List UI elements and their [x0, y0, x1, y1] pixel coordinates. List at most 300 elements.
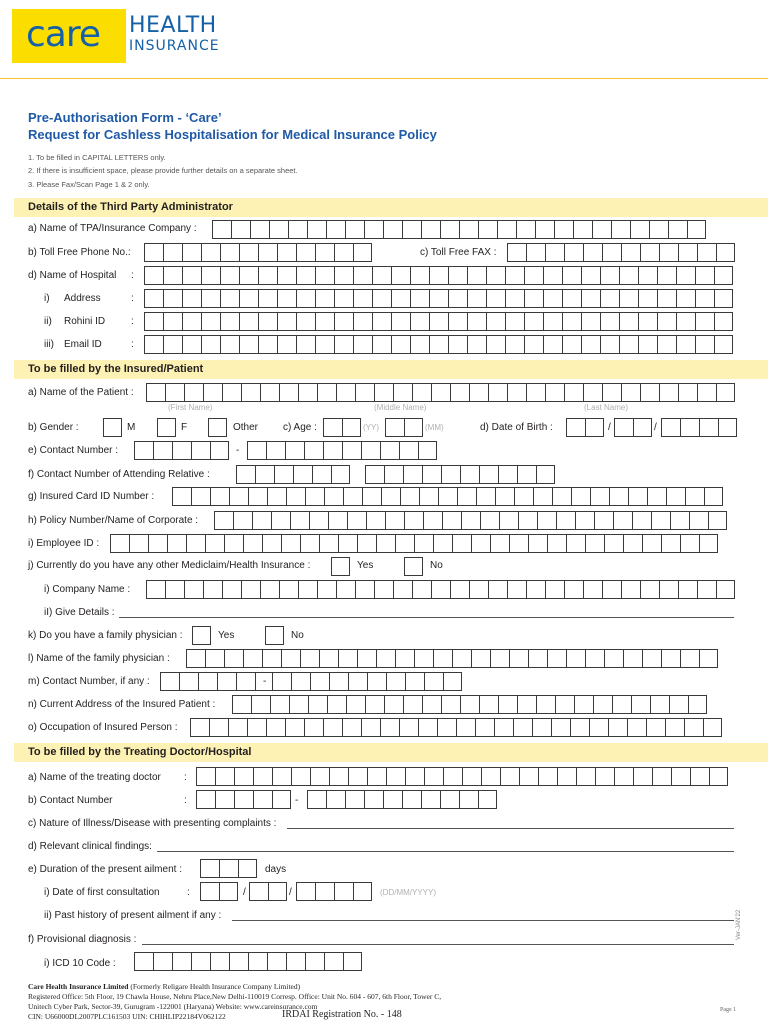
char-box[interactable]	[272, 672, 291, 691]
char-box[interactable]	[334, 312, 353, 331]
char-box[interactable]	[612, 695, 631, 714]
char-box[interactable]	[676, 266, 695, 285]
char-box[interactable]	[410, 266, 429, 285]
char-box[interactable]	[649, 220, 668, 239]
char-box[interactable]	[163, 266, 182, 285]
char-box[interactable]	[400, 487, 419, 506]
char-box[interactable]	[627, 718, 646, 737]
char-box[interactable]	[153, 952, 172, 971]
char-box[interactable]	[602, 243, 621, 262]
char-box[interactable]	[414, 534, 433, 553]
char-box[interactable]	[285, 718, 304, 737]
checkbox-physician-yes[interactable]	[192, 626, 211, 645]
char-box[interactable]	[708, 511, 727, 530]
char-box[interactable]	[495, 487, 514, 506]
char-box[interactable]	[381, 487, 400, 506]
char-box[interactable]	[219, 882, 238, 901]
char-box[interactable]	[589, 718, 608, 737]
char-box[interactable]	[429, 266, 448, 285]
char-box[interactable]	[519, 767, 538, 786]
char-box[interactable]	[431, 383, 450, 402]
checkbox-gender-male[interactable]	[103, 418, 122, 437]
input-occupation[interactable]	[190, 718, 722, 737]
char-box[interactable]	[467, 289, 486, 308]
char-box[interactable]	[365, 465, 384, 484]
char-box[interactable]	[258, 289, 277, 308]
input-company-name[interactable]	[146, 580, 735, 599]
char-box[interactable]	[471, 649, 490, 668]
char-box[interactable]	[391, 289, 410, 308]
char-box[interactable]	[498, 695, 517, 714]
char-box[interactable]	[564, 383, 583, 402]
char-box[interactable]	[353, 882, 372, 901]
char-box[interactable]	[695, 312, 714, 331]
char-box[interactable]	[545, 383, 564, 402]
char-box[interactable]	[499, 511, 518, 530]
char-box[interactable]	[248, 952, 267, 971]
char-box[interactable]	[160, 672, 179, 691]
char-box[interactable]	[182, 335, 201, 354]
char-box[interactable]	[543, 266, 562, 285]
char-box[interactable]	[595, 767, 614, 786]
char-box[interactable]	[336, 383, 355, 402]
char-box[interactable]	[604, 534, 623, 553]
char-box[interactable]	[478, 220, 497, 239]
char-box[interactable]	[547, 649, 566, 668]
char-box[interactable]	[395, 649, 414, 668]
char-box[interactable]	[690, 767, 709, 786]
char-box[interactable]	[239, 266, 258, 285]
char-box[interactable]	[699, 418, 718, 437]
char-box[interactable]	[262, 649, 281, 668]
char-box[interactable]	[296, 312, 315, 331]
char-box[interactable]	[631, 695, 650, 714]
char-box[interactable]	[507, 383, 526, 402]
char-box[interactable]	[258, 312, 277, 331]
char-box[interactable]	[414, 649, 433, 668]
char-box[interactable]	[716, 383, 735, 402]
char-box[interactable]	[334, 289, 353, 308]
char-box[interactable]	[308, 695, 327, 714]
char-box[interactable]	[353, 289, 372, 308]
char-box[interactable]	[250, 220, 269, 239]
input-address[interactable]	[144, 289, 733, 308]
char-box[interactable]	[182, 266, 201, 285]
char-box[interactable]	[364, 220, 383, 239]
char-box[interactable]	[651, 511, 670, 530]
char-box[interactable]	[367, 767, 386, 786]
char-box[interactable]	[334, 266, 353, 285]
char-box[interactable]	[410, 289, 429, 308]
char-box[interactable]	[410, 335, 429, 354]
input-dob-day[interactable]	[566, 418, 604, 437]
char-box[interactable]	[201, 335, 220, 354]
input-physician-std[interactable]	[160, 672, 274, 691]
char-box[interactable]	[353, 335, 372, 354]
char-box[interactable]	[258, 335, 277, 354]
char-box[interactable]	[361, 718, 380, 737]
char-box[interactable]	[165, 580, 184, 599]
char-box[interactable]	[239, 243, 258, 262]
char-box[interactable]	[555, 695, 574, 714]
char-box[interactable]	[646, 718, 665, 737]
char-box[interactable]	[583, 580, 602, 599]
char-box[interactable]	[182, 312, 201, 331]
char-box[interactable]	[395, 534, 414, 553]
char-box[interactable]	[640, 580, 659, 599]
char-box[interactable]	[562, 335, 581, 354]
input-contact-std[interactable]	[134, 441, 229, 460]
char-box[interactable]	[600, 289, 619, 308]
char-box[interactable]	[469, 383, 488, 402]
char-box[interactable]	[718, 418, 737, 437]
char-box[interactable]	[191, 487, 210, 506]
char-box[interactable]	[222, 580, 241, 599]
char-box[interactable]	[391, 266, 410, 285]
char-box[interactable]	[403, 695, 422, 714]
char-box[interactable]	[347, 511, 366, 530]
char-box[interactable]	[355, 580, 374, 599]
char-box[interactable]	[205, 534, 224, 553]
char-box[interactable]	[336, 580, 355, 599]
char-box[interactable]	[486, 335, 505, 354]
char-box[interactable]	[543, 289, 562, 308]
char-box[interactable]	[296, 289, 315, 308]
char-box[interactable]	[362, 487, 381, 506]
char-box[interactable]	[399, 441, 418, 460]
char-box[interactable]	[217, 672, 236, 691]
input-consultation-month[interactable]	[249, 882, 287, 901]
char-box[interactable]	[214, 511, 233, 530]
char-box[interactable]	[497, 220, 516, 239]
char-box[interactable]	[144, 266, 163, 285]
char-box[interactable]	[418, 718, 437, 737]
char-box[interactable]	[357, 649, 376, 668]
char-box[interactable]	[334, 335, 353, 354]
char-box[interactable]	[255, 465, 274, 484]
char-box[interactable]	[564, 243, 583, 262]
char-box[interactable]	[324, 952, 343, 971]
char-box[interactable]	[450, 580, 469, 599]
char-box[interactable]	[129, 534, 148, 553]
char-box[interactable]	[220, 266, 239, 285]
char-box[interactable]	[647, 487, 666, 506]
char-box[interactable]	[609, 487, 628, 506]
char-box[interactable]	[518, 511, 537, 530]
char-box[interactable]	[286, 952, 305, 971]
char-box[interactable]	[459, 220, 478, 239]
input-nature-of-illness[interactable]	[287, 828, 734, 829]
char-box[interactable]	[676, 289, 695, 308]
char-box[interactable]	[391, 335, 410, 354]
char-box[interactable]	[266, 441, 285, 460]
char-box[interactable]	[329, 672, 348, 691]
char-box[interactable]	[203, 383, 222, 402]
char-box[interactable]	[315, 243, 334, 262]
char-box[interactable]	[201, 243, 220, 262]
char-box[interactable]	[448, 312, 467, 331]
char-box[interactable]	[671, 767, 690, 786]
char-box[interactable]	[346, 695, 365, 714]
char-box[interactable]	[566, 534, 585, 553]
char-box[interactable]	[219, 859, 238, 878]
char-box[interactable]	[203, 580, 222, 599]
char-box[interactable]	[575, 511, 594, 530]
char-box[interactable]	[198, 672, 217, 691]
char-box[interactable]	[304, 718, 323, 737]
char-box[interactable]	[281, 534, 300, 553]
char-box[interactable]	[650, 695, 669, 714]
char-box[interactable]	[526, 243, 545, 262]
char-box[interactable]	[247, 441, 266, 460]
char-box[interactable]	[632, 511, 651, 530]
char-box[interactable]	[201, 289, 220, 308]
char-box[interactable]	[602, 383, 621, 402]
char-box[interactable]	[319, 534, 338, 553]
char-box[interactable]	[315, 289, 334, 308]
char-box[interactable]	[144, 289, 163, 308]
char-box[interactable]	[516, 220, 535, 239]
char-box[interactable]	[243, 649, 262, 668]
char-box[interactable]	[224, 649, 243, 668]
char-box[interactable]	[191, 952, 210, 971]
input-relative-number[interactable]	[365, 465, 555, 484]
char-box[interactable]	[365, 695, 384, 714]
char-box[interactable]	[697, 243, 716, 262]
char-box[interactable]	[459, 790, 478, 809]
char-box[interactable]	[498, 465, 517, 484]
char-box[interactable]	[241, 580, 260, 599]
char-box[interactable]	[419, 487, 438, 506]
char-box[interactable]	[402, 220, 421, 239]
char-box[interactable]	[228, 718, 247, 737]
char-box[interactable]	[517, 465, 536, 484]
char-box[interactable]	[239, 335, 258, 354]
char-box[interactable]	[556, 511, 575, 530]
char-box[interactable]	[196, 790, 215, 809]
char-box[interactable]	[146, 383, 165, 402]
char-box[interactable]	[621, 383, 640, 402]
char-box[interactable]	[163, 243, 182, 262]
char-box[interactable]	[224, 534, 243, 553]
char-box[interactable]	[462, 767, 481, 786]
char-box[interactable]	[659, 243, 678, 262]
char-box[interactable]	[269, 220, 288, 239]
char-box[interactable]	[277, 289, 296, 308]
char-box[interactable]	[562, 266, 581, 285]
char-box[interactable]	[172, 487, 191, 506]
char-box[interactable]	[535, 220, 554, 239]
input-ailment-duration[interactable]	[200, 859, 257, 878]
char-box[interactable]	[642, 534, 661, 553]
char-box[interactable]	[623, 534, 642, 553]
char-box[interactable]	[659, 580, 678, 599]
input-card-id[interactable]	[172, 487, 723, 506]
char-box[interactable]	[272, 767, 291, 786]
char-box[interactable]	[714, 266, 733, 285]
char-box[interactable]	[457, 487, 476, 506]
char-box[interactable]	[393, 580, 412, 599]
char-box[interactable]	[348, 672, 367, 691]
char-box[interactable]	[403, 465, 422, 484]
char-box[interactable]	[229, 952, 248, 971]
char-box[interactable]	[564, 580, 583, 599]
char-box[interactable]	[443, 767, 462, 786]
char-box[interactable]	[500, 767, 519, 786]
char-box[interactable]	[537, 511, 556, 530]
char-box[interactable]	[685, 487, 704, 506]
char-box[interactable]	[327, 695, 346, 714]
char-box[interactable]	[638, 289, 657, 308]
char-box[interactable]	[148, 534, 167, 553]
char-box[interactable]	[418, 441, 437, 460]
char-box[interactable]	[393, 383, 412, 402]
char-box[interactable]	[433, 534, 452, 553]
char-box[interactable]	[293, 465, 312, 484]
char-box[interactable]	[630, 220, 649, 239]
char-box[interactable]	[376, 649, 395, 668]
char-box[interactable]	[372, 312, 391, 331]
char-box[interactable]	[385, 511, 404, 530]
char-box[interactable]	[241, 383, 260, 402]
char-box[interactable]	[547, 534, 566, 553]
char-box[interactable]	[380, 718, 399, 737]
char-box[interactable]	[172, 952, 191, 971]
char-box[interactable]	[205, 649, 224, 668]
char-box[interactable]	[236, 465, 255, 484]
char-box[interactable]	[372, 289, 391, 308]
char-box[interactable]	[298, 383, 317, 402]
char-box[interactable]	[328, 511, 347, 530]
char-box[interactable]	[326, 790, 345, 809]
char-box[interactable]	[296, 882, 315, 901]
char-box[interactable]	[315, 335, 334, 354]
input-rohini-id[interactable]	[144, 312, 733, 331]
char-box[interactable]	[695, 266, 714, 285]
input-contact-number[interactable]	[247, 441, 437, 460]
char-box[interactable]	[628, 487, 647, 506]
char-box[interactable]	[593, 695, 612, 714]
input-icd-code[interactable]	[134, 952, 362, 971]
char-box[interactable]	[638, 312, 657, 331]
char-box[interactable]	[279, 383, 298, 402]
char-box[interactable]	[163, 335, 182, 354]
char-box[interactable]	[277, 312, 296, 331]
char-box[interactable]	[536, 465, 555, 484]
char-box[interactable]	[309, 511, 328, 530]
char-box[interactable]	[200, 859, 219, 878]
char-box[interactable]	[678, 580, 697, 599]
char-box[interactable]	[384, 695, 403, 714]
char-box[interactable]	[266, 718, 285, 737]
char-box[interactable]	[421, 790, 440, 809]
char-box[interactable]	[343, 487, 362, 506]
char-box[interactable]	[300, 534, 319, 553]
char-box[interactable]	[338, 649, 357, 668]
char-box[interactable]	[581, 266, 600, 285]
char-box[interactable]	[566, 418, 585, 437]
input-doctor-number[interactable]	[307, 790, 497, 809]
char-box[interactable]	[699, 649, 718, 668]
input-consultation-day[interactable]	[200, 882, 238, 901]
char-box[interactable]	[552, 487, 571, 506]
char-box[interactable]	[676, 312, 695, 331]
char-box[interactable]	[638, 335, 657, 354]
char-box[interactable]	[538, 767, 557, 786]
char-box[interactable]	[448, 266, 467, 285]
char-box[interactable]	[220, 243, 239, 262]
char-box[interactable]	[448, 289, 467, 308]
char-box[interactable]	[490, 649, 509, 668]
char-box[interactable]	[441, 465, 460, 484]
char-box[interactable]	[258, 266, 277, 285]
char-box[interactable]	[270, 695, 289, 714]
char-box[interactable]	[355, 383, 374, 402]
char-box[interactable]	[638, 266, 657, 285]
char-box[interactable]	[480, 511, 499, 530]
input-employee-id[interactable]	[110, 534, 718, 553]
char-box[interactable]	[661, 418, 680, 437]
char-box[interactable]	[680, 418, 699, 437]
char-box[interactable]	[543, 335, 562, 354]
char-box[interactable]	[274, 465, 293, 484]
char-box[interactable]	[438, 487, 457, 506]
char-box[interactable]	[367, 672, 386, 691]
char-box[interactable]	[247, 718, 266, 737]
char-box[interactable]	[524, 335, 543, 354]
char-box[interactable]	[110, 534, 129, 553]
char-box[interactable]	[714, 312, 733, 331]
char-box[interactable]	[657, 266, 676, 285]
char-box[interactable]	[452, 649, 471, 668]
char-box[interactable]	[366, 511, 385, 530]
char-box[interactable]	[319, 649, 338, 668]
char-box[interactable]	[469, 580, 488, 599]
char-box[interactable]	[440, 220, 459, 239]
char-box[interactable]	[422, 465, 441, 484]
char-box[interactable]	[405, 672, 424, 691]
char-box[interactable]	[345, 790, 364, 809]
char-box[interactable]	[437, 718, 456, 737]
char-box[interactable]	[210, 441, 229, 460]
char-box[interactable]	[443, 672, 462, 691]
input-doctor-std[interactable]	[196, 790, 291, 809]
char-box[interactable]	[652, 767, 671, 786]
char-box[interactable]	[486, 289, 505, 308]
char-box[interactable]	[277, 243, 296, 262]
checkbox-other-insurance-no[interactable]	[404, 557, 423, 576]
char-box[interactable]	[338, 534, 357, 553]
char-box[interactable]	[353, 243, 372, 262]
char-box[interactable]	[234, 790, 253, 809]
char-box[interactable]	[661, 649, 680, 668]
char-box[interactable]	[528, 534, 547, 553]
char-box[interactable]	[680, 649, 699, 668]
input-clinical-findings[interactable]	[157, 851, 734, 852]
char-box[interactable]	[424, 767, 443, 786]
char-box[interactable]	[688, 695, 707, 714]
char-box[interactable]	[571, 487, 590, 506]
char-box[interactable]	[210, 487, 229, 506]
char-box[interactable]	[602, 580, 621, 599]
char-box[interactable]	[386, 767, 405, 786]
char-box[interactable]	[513, 718, 532, 737]
char-box[interactable]	[543, 312, 562, 331]
char-box[interactable]	[260, 383, 279, 402]
char-box[interactable]	[505, 289, 524, 308]
char-box[interactable]	[661, 534, 680, 553]
char-box[interactable]	[600, 312, 619, 331]
